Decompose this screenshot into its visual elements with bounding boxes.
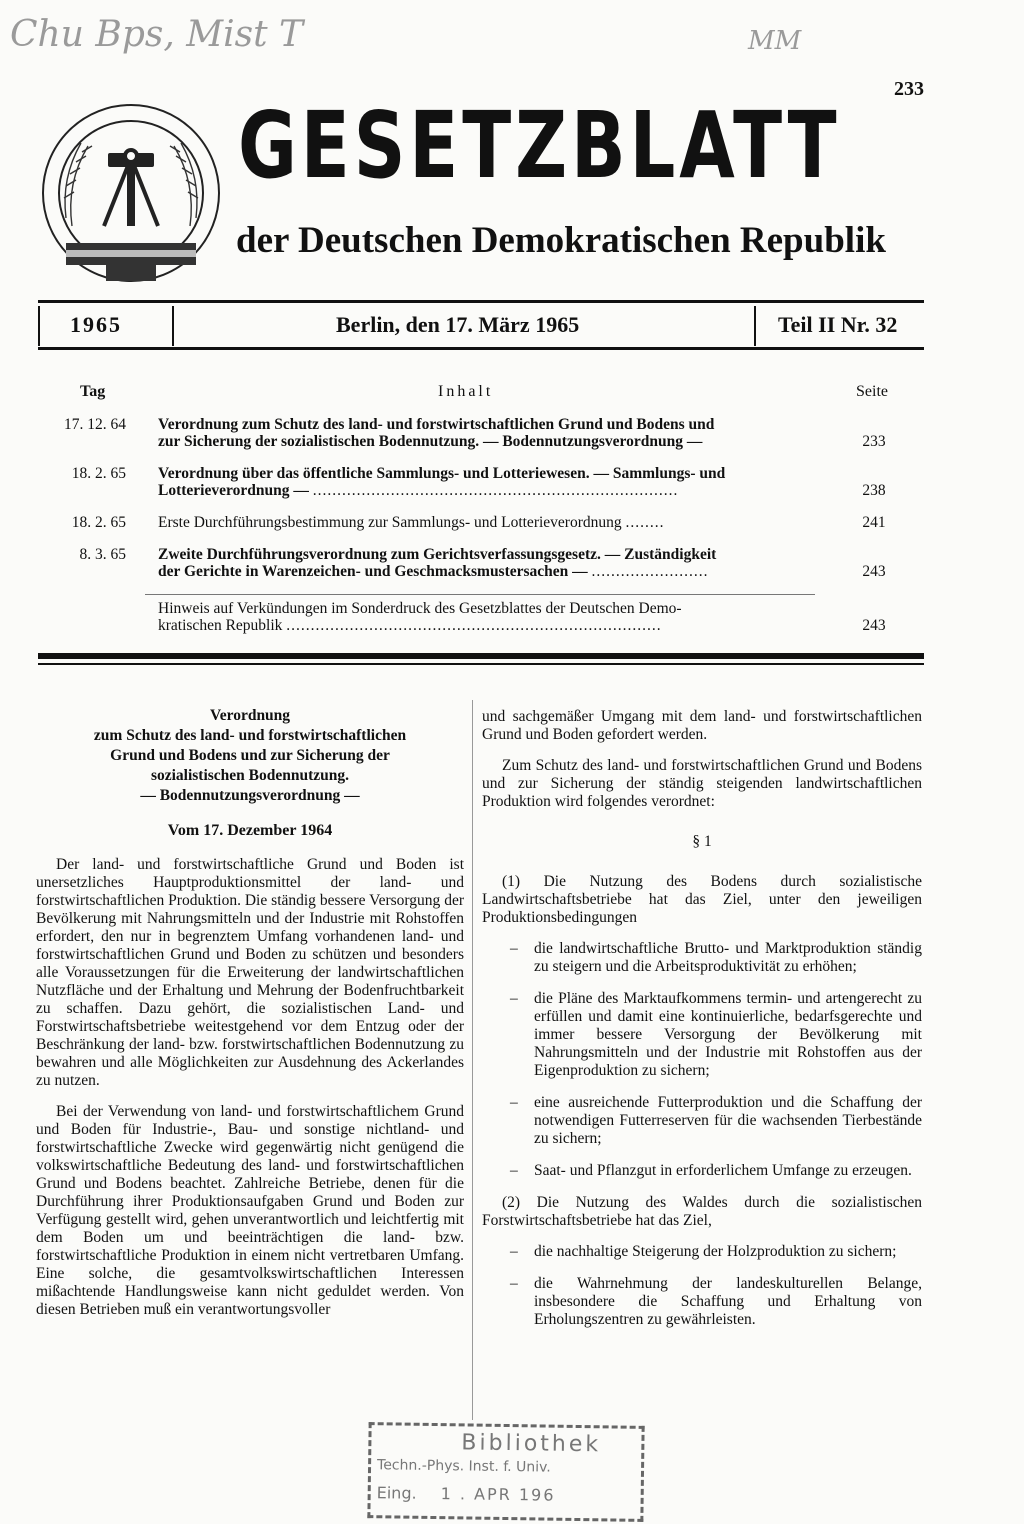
masthead-title: GESETZBLATT (238, 92, 841, 199)
toc-entry-title: Hinweis auf Verkündungen im Sonderdruck des Gesetzblattes der Deutschen Demo- kratischen Republik ............................................................................. (158, 600, 682, 634)
decree-date: Vom 17. Dezember 1964 (167, 822, 333, 839)
section-heading: § 1 (692, 833, 712, 850)
toc-entry-title: Zweite Durchführungsverordnung zum Gerichtsverfassungsgesetz. — Zuständigkeit der Gerichte in Warenzeichen- und Geschmacksmustersachen — ........................ (158, 546, 717, 580)
stamp-library: Bibliothek (461, 1430, 602, 1458)
header-divider (38, 306, 40, 346)
preamble-paragraph: Bei der Verwendung von land- und forstwirtschaftlichem Grund und Boden für Industrie-, Bau- und sonstige nichtland- und forstwirtschaftliche Zwecke wird gegenwärtig nicht genügend die volkswirtschaftliche Bedeutung des land- und forstwirtschaftlichen Grund und Bodens beachtet. Zahlreiche Betriebe, denen für die Durchführung ihrer Produktionsaufgaben Grund und Boden zur Verfügung gestellt wird, gehen unverantwortlich und leichtfertig mit dem Boden um und beeinträchtigen die land- bzw. forstwirtschaftliche Produktion in einem nicht vertretbaren Umfang. Eine solche, die gesamtvolkswirtschaftlichen Interessen mißachtende Handlungsweise kann nicht geduldet werden. Von diesen Betrieben muß ein verantwortungsvoller (36, 1103, 464, 1318)
issue-place-date: Berlin, den 17. März 1965 (336, 312, 580, 337)
toc-entry-page: 238 (862, 482, 886, 499)
continued-paragraph: und sachgemäßer Umgang mit dem land- und forstwirtschaftlichen Grund und Boden gefordert werden. (482, 708, 922, 743)
toc-leader-dots: ........................ (591, 563, 709, 580)
header-rule (38, 300, 924, 303)
toc-entry-date: 18. 2. 65 (71, 514, 126, 531)
handwritten-note: Chu Bps, Mist T (10, 14, 303, 55)
column-divider (472, 700, 473, 1420)
stamp-received-date: 1 . APR 196 (440, 1484, 556, 1505)
toc-entry-page: 243 (862, 563, 886, 580)
list-item: – die nachhaltige Steigerung der Holzproduktion zu sichern; (510, 1243, 897, 1260)
toc-column-date: Tag (80, 383, 106, 400)
header-divider (754, 306, 756, 346)
toc-entry-page: 233 (862, 433, 886, 450)
toc-leader-dots: ........................................................................... (312, 482, 679, 499)
toc-column-page: Seite (856, 383, 888, 400)
state-emblem-icon (36, 98, 226, 288)
handwritten-mark: MM (748, 26, 802, 56)
toc-leader-dots: ........ (625, 514, 665, 531)
toc-entry-page: 243 (862, 617, 886, 634)
toc-column-content: Inhalt (438, 383, 494, 400)
toc-entry (40, 465, 920, 501)
toc-entry-title: Verordnung zum Schutz des land- und forstwirtschaftlichen Grund und Bodens und zur Sicherung der sozialistischen Bodennutzung. — Bodennutzungsverordnung — (158, 416, 715, 450)
list-item: – die Pläne des Marktaufkommens termin- und artengerecht zu erfüllen und damit eine kontinuierliche, bedarfsgerechte und immer bessere Versorgung der Bevölkerung mit Nahrungsmitteln und der Industrie mit Rohstoffen aus der Eigenproduktion zu sichern; (510, 990, 922, 1079)
left-column (36, 706, 464, 1332)
toc-separator (145, 594, 815, 595)
toc-entry-page: 241 (862, 514, 886, 531)
stamp-received-label: Eing. (376, 1483, 417, 1503)
toc-entry (40, 600, 920, 636)
list-item: – eine ausreichende Futterproduktion und die Schaffung der notwendigen Futterreserven für die wachsenden Tierbestände zu sichern; (510, 1094, 922, 1147)
preamble-paragraph: Der land- und forstwirtschaftliche Grund und Boden ist unersetzliches Hauptproduktionsmittel der land- und forstwirtschaftlichen Produktion. Die ständig bessere Versorgung der Bevölkerung mit Nahrungsmitteln und der Industrie mit Rohstoffen erfordert, den nur in begrenztem Umfang vorhandenen land- und forstwirtschaftlichen Grund und Boden zu schützen und besonders alle Voraussetzungen für die Erweiterung der landwirtschaftlichen Nutzfläche und der Erhaltung und Mehrung der Bodenfruchtbarkeit zu schaffen. Dazu gehört, die sozialistischen Land- und Forstwirtschaftsbetriebe weitestgehend vor dem Entzug oder der Beschränkung der land- bzw. forstwirtschaftlichen Bodennutzung zu bewahren und alle Möglichkeiten zur Ausdehnung des Ackerlandes zu nutzen. (36, 856, 464, 1089)
list-item: – Saat- und Pflanzgut in erforderlichem Umfange zu erzeugen. (510, 1162, 912, 1179)
toc-entry (40, 546, 920, 582)
subsection-2: (2) Die Nutzung des Waldes durch die sozialistischen Forstwirtschaftsbetriebe hat das Ziel, (482, 1194, 922, 1229)
section-rule (38, 663, 924, 665)
stamp-institute: Techn.-Phys. Inst. f. Univ. (376, 1457, 551, 1476)
subsection-1: (1) Die Nutzung des Bodens durch sozialistische Landwirtschaftsbetriebe hat das Ziel, unter den jeweiligen Produktionsbedingungen (482, 873, 922, 926)
right-column (482, 708, 922, 1343)
toc-leader-dots: ............................................................................. (286, 617, 662, 634)
section-rule (38, 653, 924, 659)
issue-part-number: Teil II Nr. 32 (778, 312, 898, 337)
masthead-subtitle: der Deutschen Demokratischen Republik (236, 220, 886, 261)
library-stamp (367, 1422, 644, 1522)
list-item: – die landwirtschaftliche Brutto- und Marktproduktion ständig zu steigern und die Arbeitsproduktivität zu erhöhen; (510, 940, 922, 975)
header-divider (172, 306, 174, 346)
page-number: 233 (894, 78, 924, 100)
toc-entry-date: 18. 2. 65 (71, 465, 126, 482)
toc-entry-title: Erste Durchführungsbestimmung zur Sammlungs- und Lotterieverordnung ........ (158, 514, 665, 531)
toc-entry-date: 8. 3. 65 (79, 546, 126, 563)
enacting-clause: Zum Schutz des land- und forstwirtschaftlichen Grund und Bodens und zur Sicherung der ständig steigenden landwirtschaftlichen Produktion wird folgendes verordnet: (482, 757, 922, 810)
list-item: – die Wahrnehmung der landeskulturellen Belange, insbesondere die Schaffung und Erhaltung von Erholungszentren zu gewährleisten. (510, 1275, 922, 1328)
toc-entry-title: Verordnung über das öffentliche Sammlungs- und Lotteriewesen. — Sammlungs- und Lotterieverordnung — ........................................................................... (158, 465, 726, 499)
toc-entry (40, 514, 920, 534)
toc-entry (40, 416, 920, 452)
issue-year: 1965 (70, 312, 122, 337)
toc-entry-date: 17. 12. 64 (64, 416, 126, 433)
decree-title: Verordnung zum Schutz des land- und forstwirtschaftlichen Grund und Bodens und zur Sicherung der sozialistischen Bodennutzung. — Bodennutzungsverordnung — (93, 707, 407, 804)
header-rule (38, 347, 924, 350)
